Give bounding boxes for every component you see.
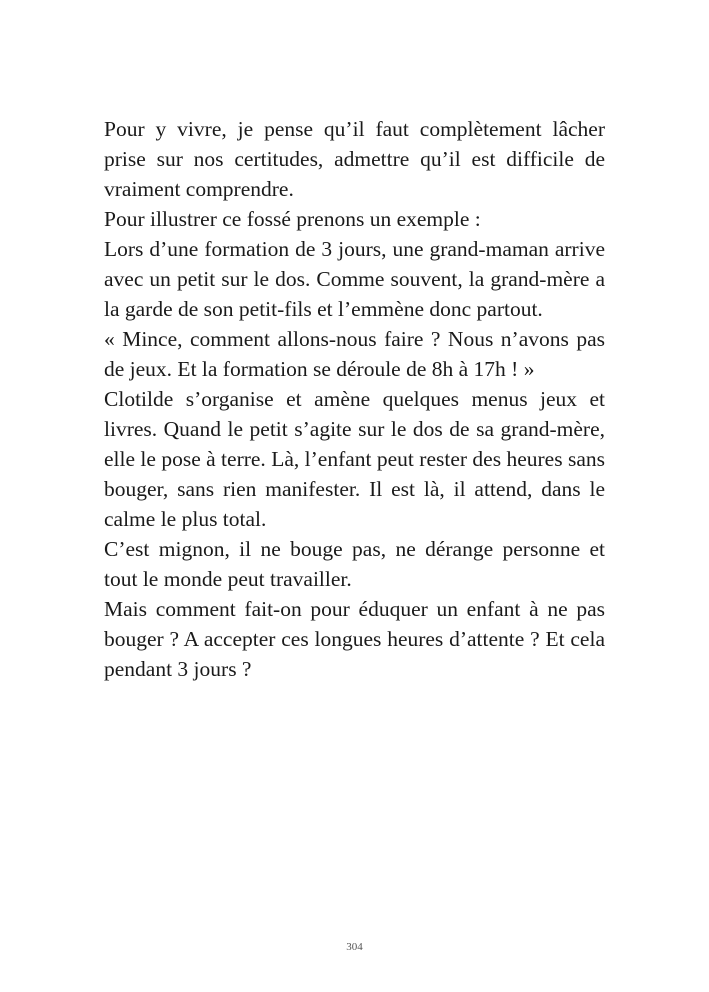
body-text [104,114,605,684]
paragraph-5: Clotilde s’organise et amène quelques menus jeux et livres. Quand le petit s’agite sur le dos de sa grand-mère, elle le pose à terre. Là, l’enfant peut rester des heures sans bouger, sans rien manifester. Il est là, il attend, dans le calme le plus total. [104,387,605,531]
paragraph-6: C’est mignon, il ne bouge pas, ne dérange personne et tout le monde peut travailler. [104,537,605,591]
paragraph-4: « Mince, comment allons-nous faire ? Nous n’avons pas de jeux. Et la formation se déroule de 8h à 17h ! » [104,327,605,381]
paragraph-7: Mais comment fait-on pour éduquer un enfant à ne pas bouger ? A accepter ces longues heures d’attente ? Et cela pendant 3 jours ? [104,597,605,681]
paragraph-3: Lors d’une formation de 3 jours, une grand-maman arrive avec un petit sur le dos. Comme souvent, la grand-mère a la garde de son petit-fils et l’emmène donc partout. [104,237,605,321]
paragraph-2: Pour illustrer ce fossé prenons un exemple : [104,207,481,231]
paragraph-1: Pour y vivre, je pense qu’il faut complètement lâcher prise sur nos certitudes, admettre qu’il est difficile de vraiment comprendre. [104,117,605,201]
page-number: 304 [346,941,363,953]
